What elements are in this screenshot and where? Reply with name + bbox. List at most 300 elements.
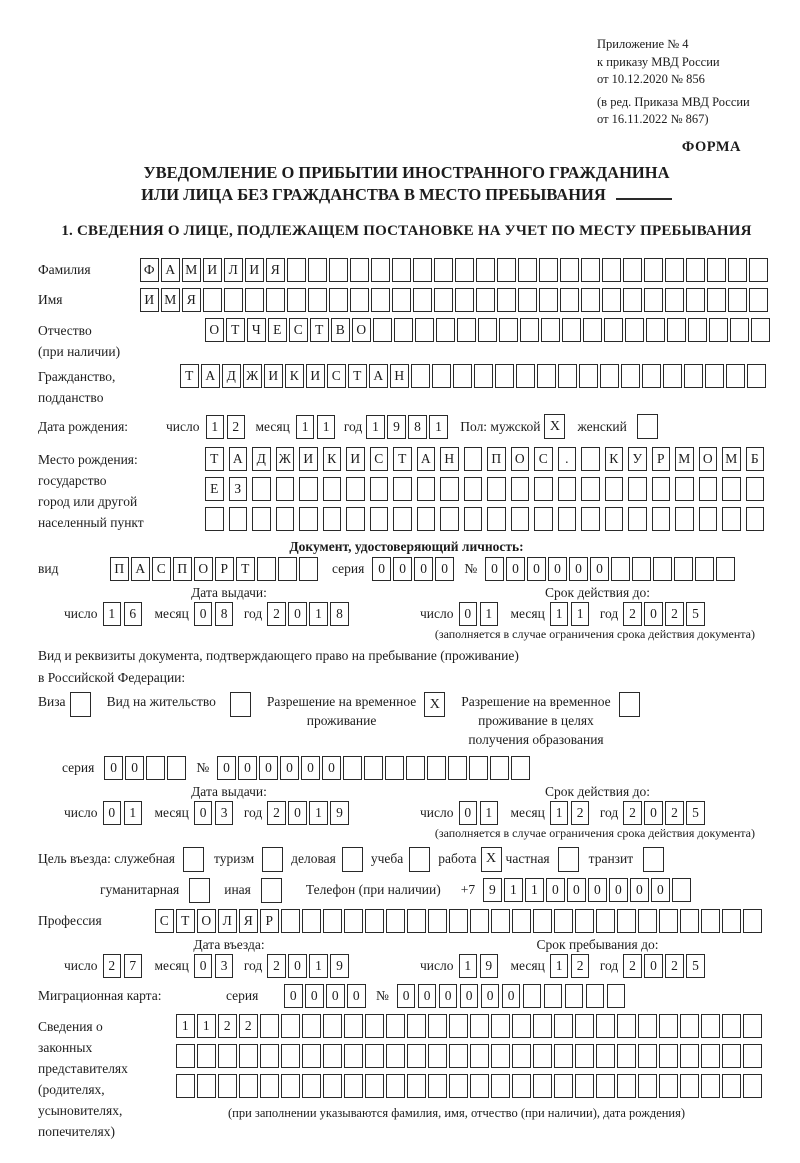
char-cell[interactable] (406, 756, 425, 780)
char-cell[interactable] (299, 557, 318, 581)
char-cell[interactable] (455, 288, 474, 312)
char-cell[interactable] (278, 557, 297, 581)
char-cell[interactable]: 1 (124, 801, 143, 825)
char-cell[interactable]: П (487, 447, 506, 471)
char-cell[interactable] (281, 909, 300, 933)
char-cell[interactable]: Т (180, 364, 199, 388)
char-cell[interactable] (464, 507, 483, 531)
char-cell[interactable]: П (110, 557, 129, 581)
char-cell[interactable] (497, 258, 516, 282)
char-cell[interactable] (346, 477, 365, 501)
char-cell[interactable]: 1 (206, 415, 225, 439)
char-cell[interactable] (617, 1074, 636, 1098)
residence-permit-checkbox[interactable] (230, 692, 251, 717)
char-cell[interactable] (746, 507, 765, 531)
char-cell[interactable] (675, 507, 694, 531)
char-cell[interactable] (699, 477, 718, 501)
char-cell[interactable]: Е (268, 318, 287, 342)
char-cell[interactable]: И (299, 447, 318, 471)
char-cell[interactable] (581, 258, 600, 282)
char-cell[interactable] (638, 1014, 657, 1038)
char-cell[interactable] (470, 1044, 489, 1068)
char-cell[interactable]: 0 (322, 756, 341, 780)
char-cell[interactable] (554, 1014, 573, 1038)
char-cell[interactable] (495, 364, 514, 388)
char-cell[interactable]: Т (226, 318, 245, 342)
char-cell[interactable]: 1 (317, 415, 336, 439)
char-cell[interactable]: 0 (439, 984, 458, 1008)
char-cell[interactable] (722, 1014, 741, 1038)
char-cell[interactable]: 2 (665, 801, 684, 825)
char-cell[interactable]: С (155, 909, 174, 933)
char-cell[interactable]: 0 (644, 954, 663, 978)
char-cell[interactable]: И (346, 447, 365, 471)
char-cell[interactable] (417, 477, 436, 501)
char-cell[interactable] (407, 909, 426, 933)
char-cell[interactable] (323, 507, 342, 531)
char-cell[interactable]: 2 (623, 801, 642, 825)
char-cell[interactable] (252, 477, 271, 501)
char-cell[interactable] (432, 364, 451, 388)
char-cell[interactable]: 0 (372, 557, 391, 581)
char-cell[interactable]: К (605, 447, 624, 471)
char-cell[interactable] (565, 984, 584, 1008)
char-cell[interactable] (605, 477, 624, 501)
char-cell[interactable]: Н (440, 447, 459, 471)
char-cell[interactable] (302, 1044, 321, 1068)
char-cell[interactable]: 0 (459, 602, 478, 626)
char-cell[interactable] (413, 258, 432, 282)
char-cell[interactable]: Ж (243, 364, 262, 388)
char-cell[interactable] (512, 1044, 531, 1068)
char-cell[interactable] (491, 1014, 510, 1038)
char-cell[interactable] (343, 756, 362, 780)
char-cell[interactable] (596, 909, 615, 933)
char-cell[interactable] (344, 1014, 363, 1038)
char-cell[interactable] (554, 1044, 573, 1068)
char-cell[interactable] (730, 318, 749, 342)
char-cell[interactable] (695, 557, 714, 581)
char-cell[interactable]: 0 (485, 557, 504, 581)
char-cell[interactable] (602, 258, 621, 282)
char-cell[interactable] (701, 1074, 720, 1098)
purpose-private-checkbox[interactable] (558, 847, 579, 872)
char-cell[interactable] (281, 1074, 300, 1098)
char-cell[interactable] (646, 318, 665, 342)
char-cell[interactable]: 0 (644, 602, 663, 626)
char-cell[interactable]: 0 (104, 756, 123, 780)
char-cell[interactable]: А (201, 364, 220, 388)
char-cell[interactable] (707, 258, 726, 282)
char-cell[interactable] (554, 909, 573, 933)
char-cell[interactable] (688, 318, 707, 342)
char-cell[interactable] (665, 258, 684, 282)
char-cell[interactable] (674, 557, 693, 581)
char-cell[interactable]: А (369, 364, 388, 388)
char-cell[interactable] (449, 1044, 468, 1068)
char-cell[interactable] (659, 1014, 678, 1038)
char-cell[interactable] (667, 318, 686, 342)
char-cell[interactable] (747, 364, 766, 388)
char-cell[interactable] (642, 364, 661, 388)
char-cell[interactable] (749, 258, 768, 282)
char-cell[interactable]: 1 (176, 1014, 195, 1038)
char-cell[interactable]: 2 (267, 801, 286, 825)
char-cell[interactable] (665, 288, 684, 312)
char-cell[interactable] (417, 507, 436, 531)
char-cell[interactable]: 0 (630, 878, 649, 902)
char-cell[interactable] (562, 318, 581, 342)
visa-checkbox[interactable] (70, 692, 91, 717)
char-cell[interactable]: 0 (347, 984, 366, 1008)
char-cell[interactable]: Е (205, 477, 224, 501)
char-cell[interactable] (428, 909, 447, 933)
char-cell[interactable]: 0 (414, 557, 433, 581)
char-cell[interactable]: 2 (571, 801, 590, 825)
char-cell[interactable]: О (205, 318, 224, 342)
char-cell[interactable] (487, 507, 506, 531)
char-cell[interactable] (716, 557, 735, 581)
char-cell[interactable]: О (194, 557, 213, 581)
purpose-work-checkbox[interactable]: X (481, 847, 502, 872)
char-cell[interactable] (167, 756, 186, 780)
char-cell[interactable]: 8 (408, 415, 427, 439)
char-cell[interactable] (600, 364, 619, 388)
char-cell[interactable]: 0 (590, 557, 609, 581)
char-cell[interactable]: 9 (330, 801, 349, 825)
char-cell[interactable] (534, 477, 553, 501)
purpose-study-checkbox[interactable] (409, 847, 430, 872)
char-cell[interactable]: 0 (280, 756, 299, 780)
char-cell[interactable] (686, 288, 705, 312)
char-cell[interactable] (252, 507, 271, 531)
char-cell[interactable] (558, 364, 577, 388)
char-cell[interactable] (596, 1014, 615, 1038)
char-cell[interactable] (728, 258, 747, 282)
char-cell[interactable]: С (534, 447, 553, 471)
char-cell[interactable]: О (511, 447, 530, 471)
char-cell[interactable] (323, 477, 342, 501)
char-cell[interactable] (581, 477, 600, 501)
char-cell[interactable]: О (352, 318, 371, 342)
char-cell[interactable] (393, 507, 412, 531)
char-cell[interactable] (457, 318, 476, 342)
char-cell[interactable]: 2 (267, 954, 286, 978)
char-cell[interactable]: Н (390, 364, 409, 388)
char-cell[interactable]: 5 (686, 954, 705, 978)
char-cell[interactable]: 0 (418, 984, 437, 1008)
char-cell[interactable]: Я (239, 909, 258, 933)
char-cell[interactable] (350, 288, 369, 312)
char-cell[interactable] (344, 1074, 363, 1098)
char-cell[interactable]: 1 (571, 602, 590, 626)
char-cell[interactable] (386, 1014, 405, 1038)
char-cell[interactable]: 0 (238, 756, 257, 780)
char-cell[interactable] (239, 1044, 258, 1068)
char-cell[interactable]: 0 (217, 756, 236, 780)
char-cell[interactable] (512, 1014, 531, 1038)
char-cell[interactable]: 0 (567, 878, 586, 902)
char-cell[interactable] (344, 909, 363, 933)
char-cell[interactable] (533, 909, 552, 933)
char-cell[interactable]: 0 (609, 878, 628, 902)
char-cell[interactable] (560, 288, 579, 312)
char-cell[interactable]: И (245, 258, 264, 282)
char-cell[interactable]: А (417, 447, 436, 471)
char-cell[interactable] (617, 909, 636, 933)
char-cell[interactable] (728, 288, 747, 312)
char-cell[interactable] (672, 878, 691, 902)
char-cell[interactable] (394, 318, 413, 342)
edu-permit-checkbox[interactable] (619, 692, 640, 717)
char-cell[interactable] (518, 288, 537, 312)
char-cell[interactable]: 9 (387, 415, 406, 439)
char-cell[interactable] (302, 1014, 321, 1038)
char-cell[interactable]: 0 (569, 557, 588, 581)
char-cell[interactable] (371, 288, 390, 312)
char-cell[interactable]: 0 (284, 984, 303, 1008)
char-cell[interactable] (659, 1044, 678, 1068)
char-cell[interactable] (428, 1044, 447, 1068)
char-cell[interactable] (604, 318, 623, 342)
char-cell[interactable]: 0 (546, 878, 565, 902)
char-cell[interactable] (365, 1044, 384, 1068)
char-cell[interactable] (386, 1044, 405, 1068)
char-cell[interactable] (407, 1074, 426, 1098)
char-cell[interactable]: 5 (686, 801, 705, 825)
char-cell[interactable] (617, 1044, 636, 1068)
char-cell[interactable] (558, 477, 577, 501)
char-cell[interactable] (534, 507, 553, 531)
char-cell[interactable] (449, 909, 468, 933)
char-cell[interactable] (628, 507, 647, 531)
char-cell[interactable]: 0 (305, 984, 324, 1008)
char-cell[interactable] (491, 909, 510, 933)
char-cell[interactable]: 1 (550, 602, 569, 626)
char-cell[interactable]: А (161, 258, 180, 282)
char-cell[interactable] (448, 756, 467, 780)
char-cell[interactable]: 1 (366, 415, 385, 439)
char-cell[interactable]: 1 (103, 602, 122, 626)
char-cell[interactable]: 0 (326, 984, 345, 1008)
char-cell[interactable]: М (182, 258, 201, 282)
char-cell[interactable] (523, 984, 542, 1008)
char-cell[interactable] (743, 909, 762, 933)
char-cell[interactable] (511, 507, 530, 531)
char-cell[interactable] (659, 909, 678, 933)
char-cell[interactable] (239, 1074, 258, 1098)
char-cell[interactable]: 1 (550, 801, 569, 825)
char-cell[interactable] (533, 1014, 552, 1038)
char-cell[interactable] (707, 288, 726, 312)
char-cell[interactable] (281, 1044, 300, 1068)
char-cell[interactable] (602, 288, 621, 312)
char-cell[interactable] (607, 984, 626, 1008)
char-cell[interactable]: 1 (296, 415, 315, 439)
char-cell[interactable] (245, 288, 264, 312)
char-cell[interactable] (281, 1014, 300, 1038)
char-cell[interactable] (386, 909, 405, 933)
char-cell[interactable] (586, 984, 605, 1008)
char-cell[interactable] (617, 1014, 636, 1038)
char-cell[interactable] (701, 909, 720, 933)
char-cell[interactable] (722, 1074, 741, 1098)
sex-male-checkbox[interactable]: X (544, 414, 565, 439)
char-cell[interactable] (266, 288, 285, 312)
char-cell[interactable] (581, 288, 600, 312)
char-cell[interactable] (323, 1074, 342, 1098)
char-cell[interactable]: 9 (480, 954, 499, 978)
char-cell[interactable] (370, 477, 389, 501)
char-cell[interactable]: 0 (651, 878, 670, 902)
char-cell[interactable]: 2 (665, 602, 684, 626)
char-cell[interactable]: С (327, 364, 346, 388)
char-cell[interactable]: И (264, 364, 283, 388)
char-cell[interactable]: Я (266, 258, 285, 282)
char-cell[interactable]: 6 (124, 602, 143, 626)
char-cell[interactable]: Т (310, 318, 329, 342)
char-cell[interactable] (575, 1014, 594, 1038)
char-cell[interactable] (652, 507, 671, 531)
purpose-transit-checkbox[interactable] (643, 847, 664, 872)
char-cell[interactable] (287, 288, 306, 312)
char-cell[interactable] (611, 557, 630, 581)
char-cell[interactable] (722, 909, 741, 933)
char-cell[interactable] (518, 258, 537, 282)
char-cell[interactable] (680, 1044, 699, 1068)
char-cell[interactable]: 1 (309, 801, 328, 825)
char-cell[interactable]: Р (652, 447, 671, 471)
char-cell[interactable] (323, 909, 342, 933)
char-cell[interactable] (415, 318, 434, 342)
char-cell[interactable]: М (722, 447, 741, 471)
char-cell[interactable] (512, 1074, 531, 1098)
char-cell[interactable]: А (131, 557, 150, 581)
char-cell[interactable] (596, 1074, 615, 1098)
char-cell[interactable] (644, 288, 663, 312)
char-cell[interactable]: 1 (504, 878, 523, 902)
char-cell[interactable]: 0 (194, 954, 213, 978)
char-cell[interactable]: 9 (483, 878, 502, 902)
char-cell[interactable] (393, 477, 412, 501)
char-cell[interactable] (229, 507, 248, 531)
char-cell[interactable] (392, 258, 411, 282)
purpose-business-checkbox[interactable] (342, 847, 363, 872)
char-cell[interactable] (197, 1074, 216, 1098)
char-cell[interactable]: Д (222, 364, 241, 388)
char-cell[interactable] (176, 1074, 195, 1098)
char-cell[interactable] (299, 507, 318, 531)
char-cell[interactable] (699, 507, 718, 531)
char-cell[interactable]: 2 (623, 602, 642, 626)
char-cell[interactable]: 1 (550, 954, 569, 978)
char-cell[interactable] (413, 288, 432, 312)
char-cell[interactable]: Ж (276, 447, 295, 471)
purpose-tourism-checkbox[interactable] (262, 847, 283, 872)
char-cell[interactable]: 2 (571, 954, 590, 978)
char-cell[interactable] (638, 909, 657, 933)
char-cell[interactable] (709, 318, 728, 342)
char-cell[interactable]: 8 (330, 602, 349, 626)
char-cell[interactable] (628, 477, 647, 501)
char-cell[interactable]: . (558, 447, 577, 471)
char-cell[interactable] (554, 1074, 573, 1098)
char-cell[interactable] (541, 318, 560, 342)
sex-female-checkbox[interactable] (637, 414, 658, 439)
char-cell[interactable]: 0 (644, 801, 663, 825)
char-cell[interactable]: З (229, 477, 248, 501)
char-cell[interactable]: 1 (480, 801, 499, 825)
char-cell[interactable]: И (306, 364, 325, 388)
char-cell[interactable] (455, 258, 474, 282)
char-cell[interactable] (146, 756, 165, 780)
char-cell[interactable] (644, 258, 663, 282)
char-cell[interactable]: 2 (227, 415, 246, 439)
char-cell[interactable] (302, 909, 321, 933)
char-cell[interactable]: У (628, 447, 647, 471)
char-cell[interactable] (407, 1044, 426, 1068)
char-cell[interactable] (581, 507, 600, 531)
char-cell[interactable] (701, 1014, 720, 1038)
char-cell[interactable]: С (152, 557, 171, 581)
char-cell[interactable] (638, 1044, 657, 1068)
char-cell[interactable]: 8 (215, 602, 234, 626)
char-cell[interactable] (276, 477, 295, 501)
char-cell[interactable]: 0 (103, 801, 122, 825)
char-cell[interactable] (686, 258, 705, 282)
char-cell[interactable]: Б (746, 447, 765, 471)
char-cell[interactable]: А (229, 447, 248, 471)
char-cell[interactable] (350, 258, 369, 282)
char-cell[interactable] (726, 364, 745, 388)
char-cell[interactable]: 1 (197, 1014, 216, 1038)
char-cell[interactable]: 0 (259, 756, 278, 780)
char-cell[interactable] (299, 477, 318, 501)
char-cell[interactable] (205, 507, 224, 531)
char-cell[interactable] (203, 288, 222, 312)
char-cell[interactable]: К (323, 447, 342, 471)
char-cell[interactable]: Т (348, 364, 367, 388)
char-cell[interactable] (512, 909, 531, 933)
purpose-other-checkbox[interactable] (261, 878, 282, 903)
char-cell[interactable] (476, 288, 495, 312)
char-cell[interactable] (308, 258, 327, 282)
char-cell[interactable]: 2 (103, 954, 122, 978)
char-cell[interactable] (329, 288, 348, 312)
char-cell[interactable] (722, 477, 741, 501)
char-cell[interactable] (440, 507, 459, 531)
char-cell[interactable] (365, 909, 384, 933)
char-cell[interactable]: 0 (527, 557, 546, 581)
char-cell[interactable]: 2 (623, 954, 642, 978)
char-cell[interactable] (176, 1044, 195, 1068)
char-cell[interactable] (680, 1074, 699, 1098)
purpose-humanitarian-checkbox[interactable] (189, 878, 210, 903)
char-cell[interactable] (365, 1074, 384, 1098)
char-cell[interactable] (511, 756, 530, 780)
char-cell[interactable] (701, 1044, 720, 1068)
char-cell[interactable]: 0 (481, 984, 500, 1008)
char-cell[interactable]: О (197, 909, 216, 933)
char-cell[interactable] (346, 507, 365, 531)
char-cell[interactable] (276, 507, 295, 531)
char-cell[interactable] (257, 557, 276, 581)
char-cell[interactable]: Т (236, 557, 255, 581)
char-cell[interactable] (579, 364, 598, 388)
char-cell[interactable] (722, 1044, 741, 1068)
char-cell[interactable] (260, 1044, 279, 1068)
char-cell[interactable]: 0 (435, 557, 454, 581)
